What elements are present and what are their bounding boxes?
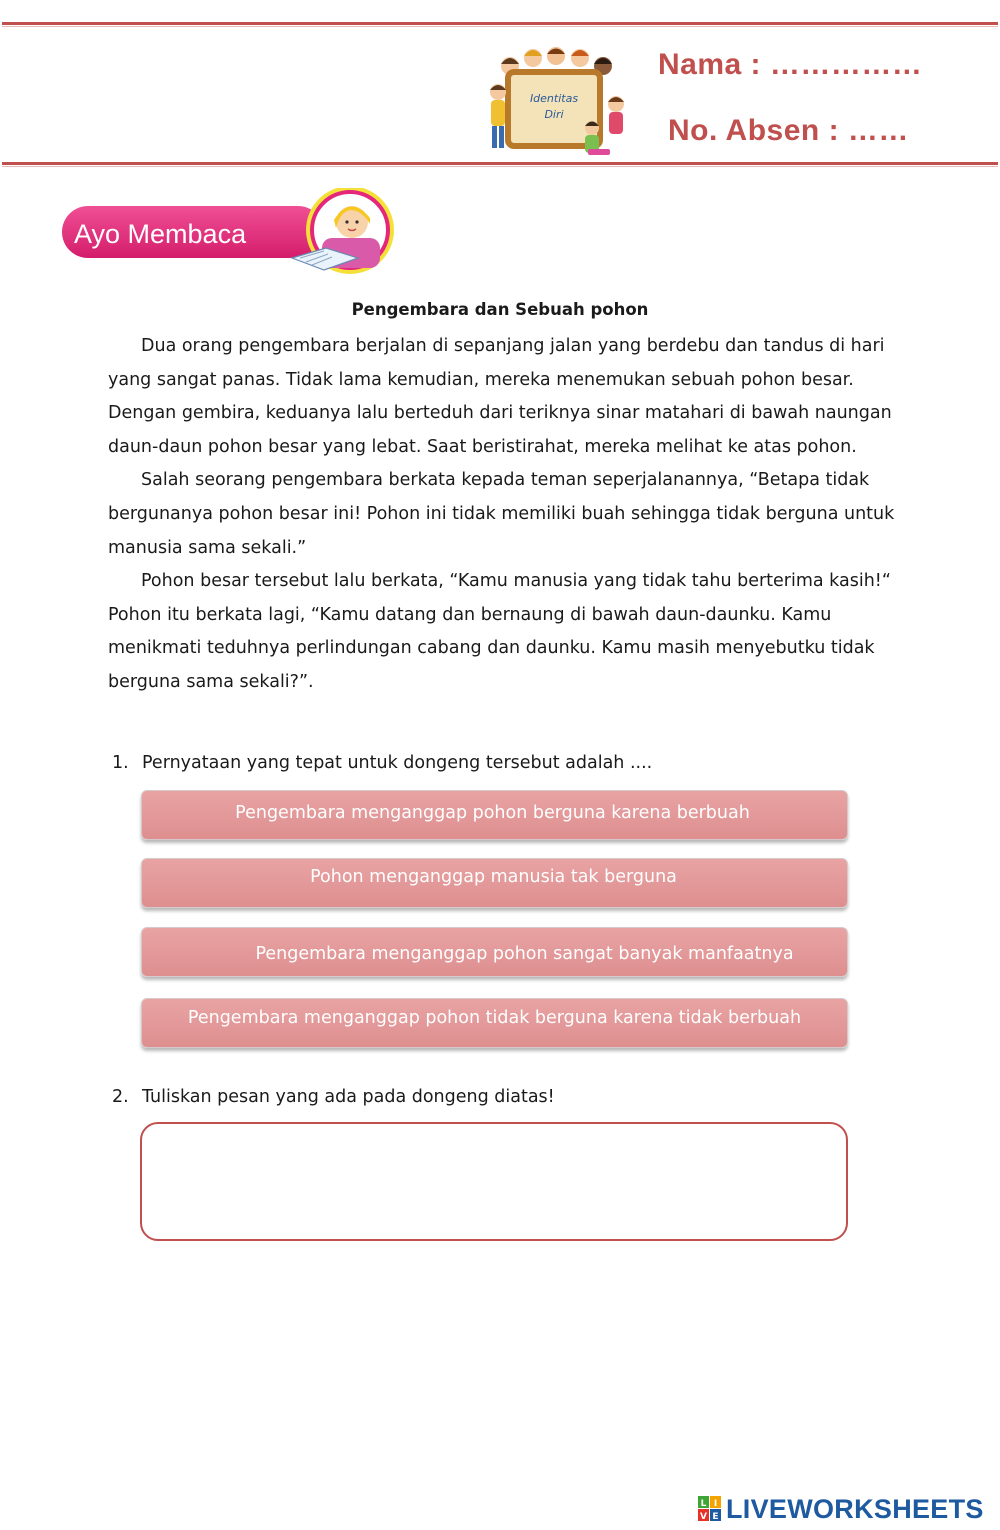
answer-option-4[interactable]: [141, 998, 848, 1048]
answer-option-1[interactable]: [141, 790, 848, 840]
liveworksheets-logo: [698, 1494, 984, 1524]
logo-letter: L: [700, 1499, 707, 1509]
header-top-rule: [2, 22, 998, 25]
answer-option-3[interactable]: [141, 927, 848, 977]
story-text: [108, 330, 898, 700]
nama-field-label: Nama : ……………: [658, 48, 923, 81]
question-number: 1.: [112, 753, 129, 773]
header-bottom-rule: [2, 162, 998, 165]
badge-line2: Diri: [544, 108, 564, 121]
absen-field-label: No. Absen : ……: [668, 114, 909, 147]
question-number: 2.: [112, 1087, 129, 1107]
question-text: Pernyataan yang tepat untuk dongeng tersebut adalah ....: [142, 753, 653, 773]
ayo-membaca-banner: [60, 188, 402, 278]
banner-label: Ayo Membaca: [74, 219, 247, 249]
answer-textbox[interactable]: [140, 1122, 848, 1241]
story-paragraph: Salah seorang pengembara berkata kepada teman seperjalanannya, “Betapa tidak bergunanya pohon besar ini! Pohon ini tidak memiliki buah sehingga tidak berguna untuk manusia sama sekali.”: [108, 470, 895, 558]
identitas-diri-illustration: [488, 44, 636, 158]
question-1: [112, 753, 652, 773]
option-label: Pengembara menganggap pohon berguna karena berbuah: [235, 803, 750, 823]
option-label: Pohon menganggap manusia tak berguna: [310, 867, 677, 887]
answer-option-2[interactable]: [141, 858, 848, 908]
story-paragraph: Pohon besar tersebut lalu berkata, “Kamu manusia yang tidak tahu berterima kasih!“ Pohon itu berkata lagi, “Kamu datang dan bernaung di bawah daun-daunku. Kamu menikmati teduhnya perlindungan cabang dan daunku. Kamu masih menyebutku tidak berguna sama sekali?”.: [108, 571, 891, 692]
option-label: Pengembara menganggap pohon tidak berguna karena tidak berbuah: [187, 1008, 802, 1028]
option-label: Pengembara menganggap pohon sangat banyak manfaatnya: [255, 944, 794, 964]
brand-name: LIVEWORKSHEETS: [726, 1493, 984, 1524]
question-text: Tuliskan pesan yang ada pada dongeng diatas!: [142, 1087, 555, 1107]
story-paragraph: Dua orang pengembara berjalan di sepanjang jalan yang berdebu dan tandus di hari yang sangat panas. Tidak lama kemudian, mereka menemukan sebuah pohon besar. Dengan gembira, keduanya lalu berteduh dari teriknya sinar matahari di bawah naungan daun-daun pohon besar yang lebat. Saat beristirahat, mereka melihat ke atas pohon.: [108, 336, 892, 457]
logo-letter: V: [700, 1512, 707, 1522]
question-2: [112, 1087, 555, 1107]
logo-letter: E: [712, 1512, 719, 1522]
liveworksheets-mark-icon: [698, 1496, 722, 1522]
badge-line1: Identitas: [529, 92, 579, 105]
logo-letter: I: [713, 1499, 718, 1509]
story-title: Pengembara dan Sebuah pohon: [351, 300, 649, 319]
